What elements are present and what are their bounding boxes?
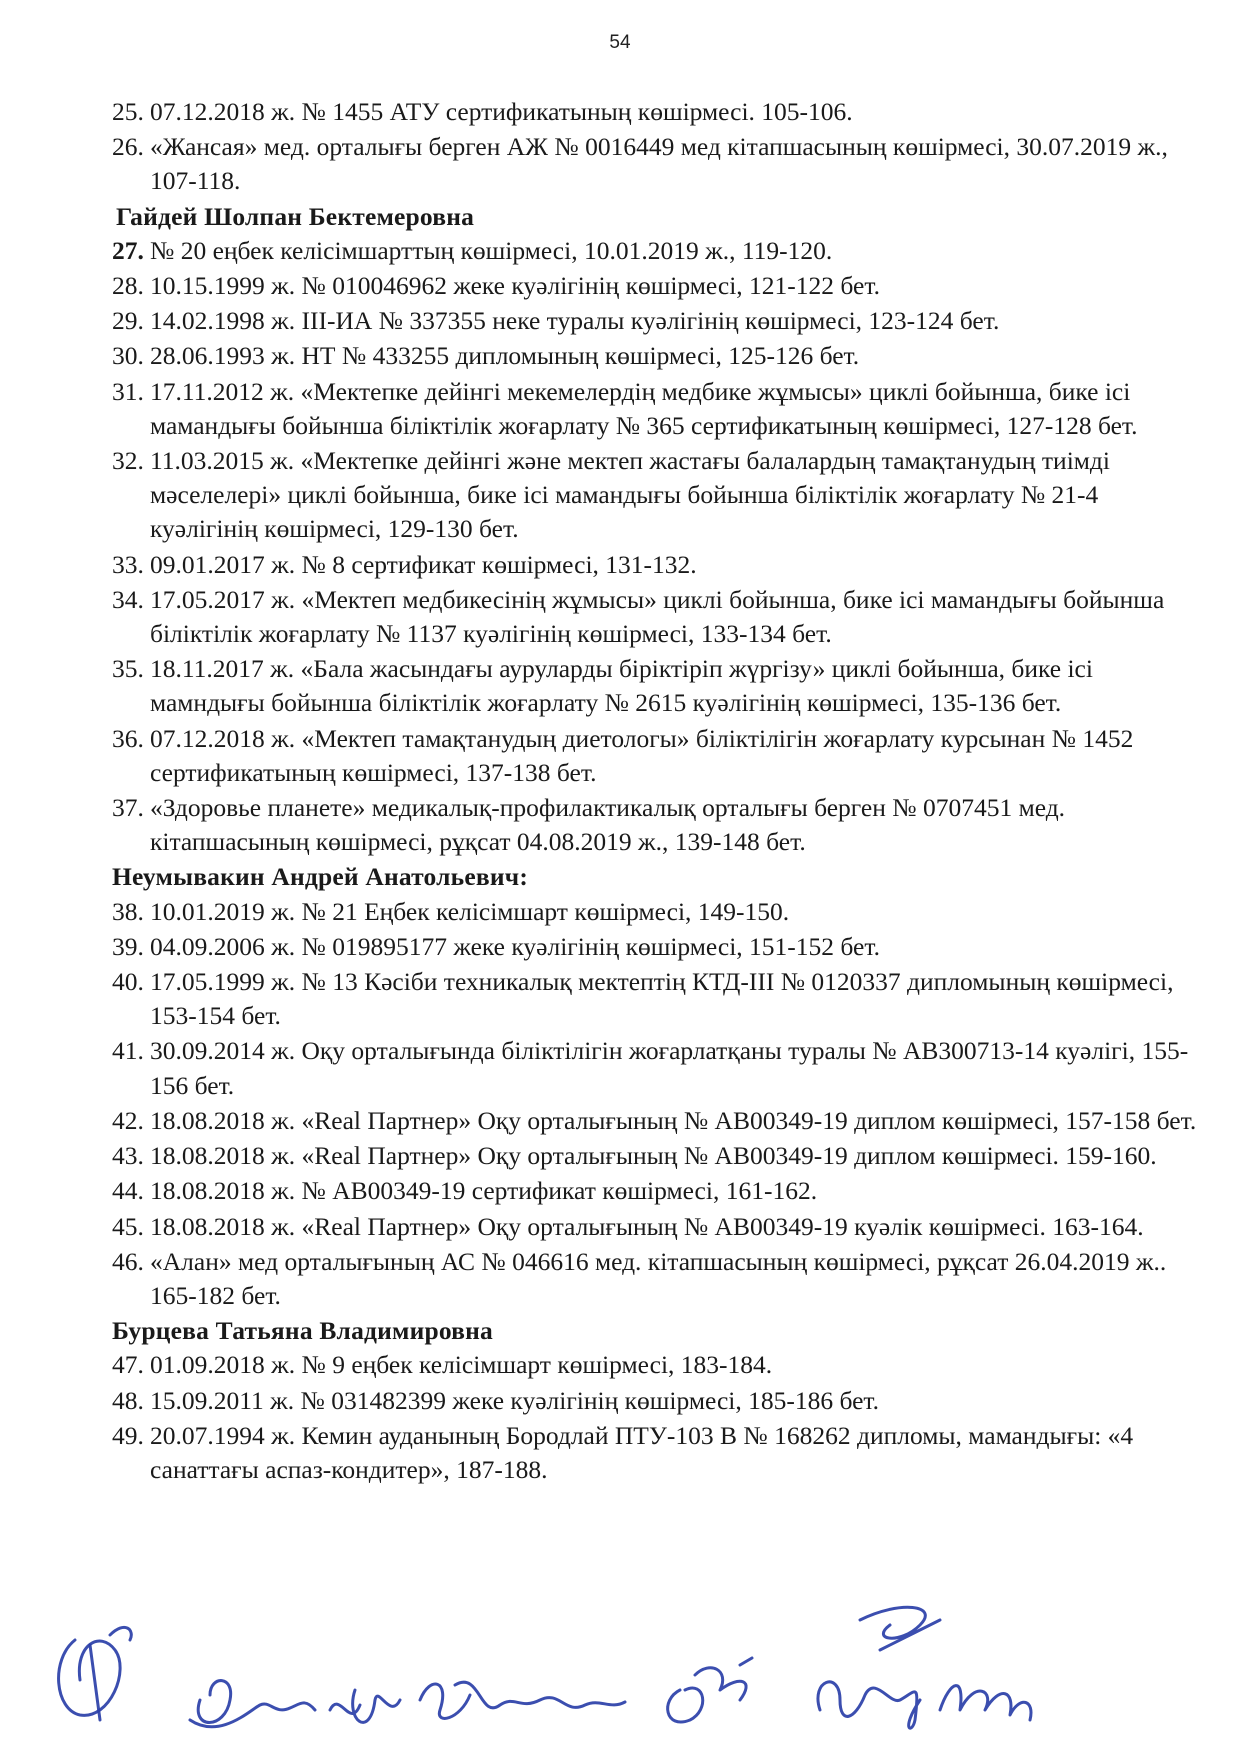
signature-4 [668, 1658, 752, 1722]
list-item [112, 269, 1197, 303]
item-number: 46. [112, 1246, 144, 1276]
list-item [112, 130, 1197, 198]
item-number: 32. [112, 446, 144, 476]
item-number: 31. [112, 376, 144, 406]
item-number: 28. [112, 271, 144, 301]
item-number: 43. [112, 1141, 144, 1171]
list-item [112, 234, 1197, 268]
list-item [112, 1384, 1197, 1418]
item-number: 27. [112, 235, 144, 265]
page-number: 54 [609, 32, 631, 53]
item-text: 18.11.2017 ж. «Бала жасындағы ауруларды біріктіріп жүргізу» циклі бойынша, бике ісі мамндығы бойынша біліктілік жоғарлату № 2615 куәлігінің көшірмесі, 135-136 бет. [150, 654, 1093, 718]
item-number: 45. [112, 1211, 144, 1241]
item-number: 44. [112, 1176, 144, 1206]
item-number: 42. [112, 1105, 144, 1135]
list-item [112, 652, 1197, 720]
list-item [112, 1174, 1197, 1208]
list-item [112, 1245, 1197, 1313]
list-item [112, 95, 1197, 129]
list-item [112, 375, 1197, 443]
item-text: 07.12.2018 ж. «Мектеп тамақтанудың диетологы» біліктілігін жоғарлату курсынан № 1452 сертификатының көшірмесі, 137-138 бет. [150, 723, 1134, 787]
list-item [112, 1348, 1197, 1382]
item-number: 37. [112, 793, 144, 823]
item-number: 39. [112, 931, 144, 961]
person-heading: Гайдей Шолпан Бектемеровна [116, 201, 475, 231]
item-text: «Алан» мед орталығының АС № 046616 мед. кітапшасының көшірмесі, рұқсат 26.04.2019 ж.. 165-182 бет. [150, 1246, 1167, 1310]
item-text: «Здоровье планете» медикалық-профилактикалық орталығы берген № 0707451 мед. кітапшасының көшірмесі, рұқсат 04.08.2019 ж., 139-148 бет. [150, 793, 1066, 857]
item-text: 30.09.2014 ж. Оқу орталығында біліктілігін жоғарлатқаны туралы № АВ300713-14 куәлігі, 155-156 бет. [150, 1036, 1189, 1100]
document-list [112, 95, 1197, 1488]
item-text: 11.03.2015 ж. «Мектепке дейінгі және мектеп жастағы балалардың тамақтанудың тиімді мәселелері» циклі бойынша, бике ісі мамандығы бойынша біліктілік жоғарлату № 21-4 куәлігінің көшірмесі, 129-130 бет. [150, 446, 1110, 544]
signature-1 [59, 1627, 132, 1720]
list-item [112, 895, 1197, 929]
item-text: 17.11.2012 ж. «Мектепке дейінгі мекемелердің медбике жұмысы» циклі бойынша, бике ісі мамандығы бойынша біліктілік жоғарлату № 365 сертификатының көшірмесі, 127-128 бет. [150, 376, 1138, 440]
item-text: 14.02.1998 ж. III-ИА № 337355 неке туралы куәлігінің көшірмесі, 123-124 бет. [150, 306, 1000, 336]
item-text: 20.07.1994 ж. Кемин ауданының Бородлай ПТУ-103 В № 168262 дипломы, мамандығы: «4 санаттағы аспаз-кондитер», 187-188. [150, 1420, 1134, 1484]
item-number: 48. [112, 1385, 144, 1415]
item-number: 49. [112, 1420, 144, 1450]
list-item [112, 1419, 1197, 1487]
item-text: № 20 еңбек келісімшарттың көшірмесі, 10.01.2019 ж., 119-120. [150, 235, 833, 265]
item-number: 36. [112, 723, 144, 753]
item-text: 17.05.2017 ж. «Мектеп медбикесінің жұмысы» циклі бойынша, бике ісі мамандығы бойынша біліктілік жоғарлату № 1137 куәлігінің көшірмесі, 133-134 бет. [150, 584, 1165, 649]
item-number: 35. [112, 654, 144, 684]
signature-row [40, 1580, 1170, 1745]
person-heading: Бурцева Татьяна Владимировна [112, 1316, 493, 1346]
item-text: 17.05.1999 ж. № 13 Кәсіби техникалық мектептің КТД-III № 0120337 дипломының көшірмесі, 153-154 бет. [150, 967, 1174, 1031]
signature-5 [818, 1607, 1031, 1728]
item-number: 25. [112, 97, 144, 126]
signature-2 [190, 1681, 400, 1727]
list-item [112, 444, 1197, 547]
list-item [112, 1034, 1197, 1102]
list-item [112, 791, 1197, 859]
list-item [112, 339, 1197, 373]
item-number: 41. [112, 1036, 144, 1066]
list-item [112, 722, 1197, 790]
item-text: 18.08.2018 ж. «Real Партнер» Оқу орталығының № АВ00349-19 диплом көшірмесі. 159-160. [150, 1141, 1157, 1171]
item-text: 18.08.2018 ж. «Real Партнер» Оқу орталығының № АВ00349-19 куәлік көшірмесі. 163-164. [150, 1211, 1144, 1241]
item-text: 10.01.2019 ж. № 21 Еңбек келісімшарт көшірмесі, 149-150. [150, 896, 790, 926]
item-number: 40. [112, 967, 144, 997]
item-number: 33. [112, 549, 144, 579]
item-text: 10.15.1999 ж. № 010046962 жеке куәлігінің көшірмесі, 121-122 бет. [150, 271, 880, 301]
item-text: 28.06.1993 ж. НТ № 433255 дипломының көшірмесі, 125-126 бет. [150, 341, 860, 371]
list-item [112, 965, 1197, 1033]
item-number: 34. [112, 584, 144, 614]
item-text: «Жансая» мед. орталығы берген АЖ № 0016449 мед кітапшасының көшірмесі, 30.07.2019 ж., 107-118. [150, 132, 1168, 196]
signatures-drawing [40, 1580, 1170, 1745]
item-text: 09.01.2017 ж. № 8 сертификат көшірмесі, 131-132. [150, 549, 697, 579]
item-text: 01.09.2018 ж. № 9 еңбек келісімшарт көшірмесі, 183-184. [150, 1350, 773, 1380]
item-number: 26. [112, 132, 144, 162]
item-text: 18.08.2018 ж. «Real Партнер» Оқу орталығының № АВ00349-19 диплом көшірмесі, 157-158 бет. [150, 1105, 1197, 1135]
item-number: 29. [112, 306, 144, 336]
item-number: 47. [112, 1350, 144, 1380]
list-item [112, 1210, 1197, 1244]
list-item [112, 930, 1197, 964]
list-item [112, 304, 1197, 338]
list-item [112, 583, 1197, 651]
signature-3 [420, 1682, 625, 1718]
item-text: 04.09.2006 ж. № 019895177 жеке куәлігінің көшірмесі, 151-152 бет. [150, 931, 880, 961]
list-item [112, 1139, 1197, 1173]
person-heading: Неумывакин Андрей Анатольевич: [112, 862, 529, 892]
list-item [112, 1104, 1197, 1138]
item-number: 30. [112, 341, 144, 371]
item-text: 15.09.2011 ж. № 031482399 жеке куәлігінің көшірмесі, 185-186 бет. [150, 1385, 880, 1415]
list-item [112, 548, 1197, 582]
item-number: 38. [112, 896, 144, 926]
item-text: 18.08.2018 ж. № АВ00349-19 сертификат көшірмесі, 161-162. [150, 1176, 818, 1206]
item-text: 07.12.2018 ж. № 1455 АТУ сертификатының көшірмесі. 105-106. [150, 97, 853, 126]
